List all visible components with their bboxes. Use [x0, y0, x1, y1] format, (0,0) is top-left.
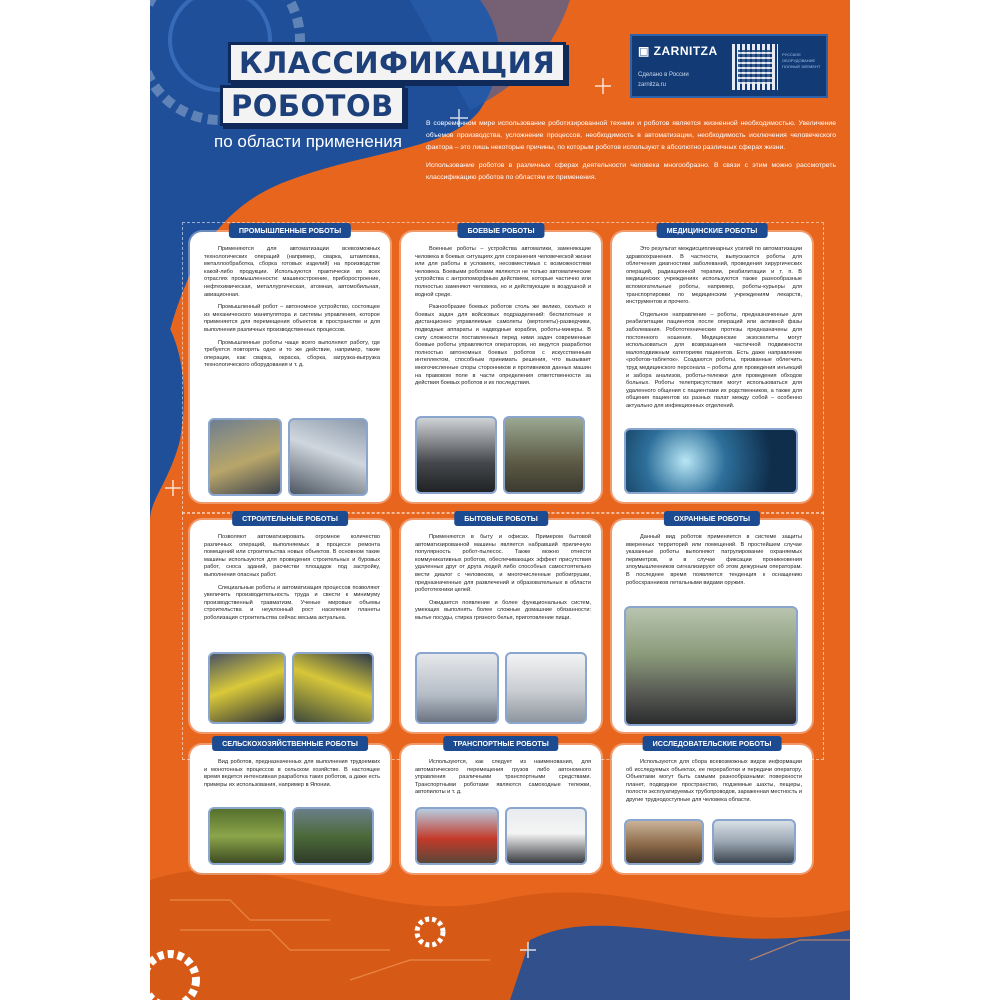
card-text [415, 246, 591, 414]
card-paragraph: Специальные роботы и автоматизация процессов позволяют увеличить производительность труда и свести к минимуму производственный травматизм. Ученые мировые объемы строительства и неуклонный рост населения планеты роболизация строительства сейчас весьма актуальна. [204, 584, 380, 621]
card-text [415, 759, 591, 803]
card-text [204, 246, 380, 416]
card-construction [190, 514, 390, 732]
photo-rover-robot [624, 819, 704, 865]
photo-demolition-robot [292, 652, 374, 724]
photo-combat-robot [415, 416, 497, 494]
card-paragraph: Промышленные роботы чаще всего выполняют работу, где требуется повторять одно и то же действие, например, такие операции, как: сварка, окраска, сборка, загрузка-выгрузка технологического оборудования и т. д. [204, 339, 380, 369]
card-title: ОХРАННЫЕ РОБОТЫ [664, 511, 760, 526]
card-paragraph: Применяются для автоматизации всевозможных технологических операций (например, сварка, штамповка, металлообработка, сборка готовых изделий) на производстве какой-либо продукции. Используются практически во всех отраслях промышленности: машиностроение, приборостроение, нефтехимическая, металлургическая, атомная, автомобильная, авиационная. [204, 246, 380, 298]
card-paragraph: Промышленный робот – автономное устройство, состоящее из механического манипулятора и системы управления, которое применяется для перемещения объектов в пространстве и для выполнения различных производственных процессов. [204, 304, 380, 333]
intro-paragraph: В современном мире использование роботизированной техники и роботов является жизненной необходимостью. Увеличение объемов производства, усложнение процессов, необходимость в автоматизации, необходимость исключения человеческого фактора – это лишь некоторые причины, по которым роботов используют в абсолютно различных сферах жизни. [426, 120, 836, 151]
photo-agri-robot [208, 807, 286, 865]
card-text [626, 759, 802, 807]
card-paragraph: Это результат междисциплинарных усилий по автоматизации здравоохранения. В частности, выпускаются роботы для облегчения диагностики заболеваний, проведения хирургических операций, радиационной терапии, реабилитации и т. п. В медицинских учреждениях используются также разнообразные вспомогательные роботы, например, роботы-курьеры для транспортировки по медицинским учреждениям лекарств, инструментов и прочего. [626, 246, 802, 306]
poster [150, 0, 850, 1000]
card-paragraph: Ожидается появление и более функциональных систем, умеющих выполнять более сложные домашние обязанности: мытье посуды, стирка грязного белья, приготовление пищи. [415, 599, 591, 621]
card-paragraph: Вид роботов, предназначенных для выполнения трудоемких и монотонных процессов в сельском хозяйстве. В настоящее время ведется интенсивная разработка таких роботов, а даже есть примеры их использования, например в Японии. [204, 759, 380, 788]
card-paragraph: Разнообразие боевых роботов столь же велико, сколько и боевых задач для войсковых подразделений: беспилотные и дистанционно управляемые самолеты (вертолеты)-разведчики, подводные аппараты и надводные корабли, роботы-минеры. В силу сложности поставленных перед ними задач современные боевые роботы управляются оператором, но ведутся разработки полностью автономных боевых роботов с искусственным интеллектом, способным принимать решения, что вызывает многочисленные споры сторонников и противников данных машин на правовом поле в части определения ответственности за действия боевых роботов и их последствия. [415, 304, 591, 387]
card-title: СТРОИТЕЛЬНЫЕ РОБОТЫ [232, 511, 348, 526]
card-agricultural [190, 739, 390, 873]
card-title: СЕЛЬСКОХОЗЯЙСТВЕННЫЕ РОБОТЫ [212, 736, 368, 751]
card-paragraph: Используются, как следует из наименования, для автоматического перемещения грузов либо автономного управления различными транспортными средствами. Транспортными роботами являются самоходные тележки, автопилоты и т. д. [415, 759, 591, 796]
card-title: ИССЛЕДОВАТЕЛЬСКИЕ РОБОТЫ [643, 736, 782, 751]
card-paragraph: Применяются в быту и офисах. Примером бытовой автоматизированной машины является набравший приличную популярность робот-пылесос. Также можно отнести коммуникативных роботов, обеспечивающих эффект присутствия удаленных друг от друга людей либо способных самостоятельно вести диалог с человеком, и многочисленные робоигрушки, предназначенные для развлечений и образовательных в области робототехники целей. [415, 534, 591, 594]
card-paragraph: Используются для сбора всевозможных видов информации об исследуемых объектах, ее переработки и передачи оператору. Объектами могут быть самыми разнообразными: поверхности планет, подводное пространство, подземные шахты, пещеры, полости эксплуатируемых трубопроводов, зараженная местность и другие труднодоступные для человека области. [626, 759, 802, 803]
card-title: МЕДИЦИНСКИЕ РОБОТЫ [657, 223, 768, 238]
brand-site: zarnitza.ru [638, 82, 667, 88]
poster-title [228, 42, 566, 126]
photo-service-robot [415, 652, 499, 724]
brand-block [630, 34, 828, 98]
photo-security-robot [624, 606, 798, 726]
photo-delivery-robot [505, 807, 587, 865]
card-medical [612, 226, 812, 502]
brand-logo: ▣ ZARNITZA [638, 44, 718, 58]
poster-subtitle: по области применения [214, 132, 402, 151]
intro-text [426, 118, 836, 190]
card-title: БОЕВЫЕ РОБОТЫ [457, 223, 544, 238]
card-text [204, 759, 380, 803]
photo-construction-robot [208, 652, 286, 724]
card-title: ТРАНСПОРТНЫЕ РОБОТЫ [443, 736, 558, 751]
photo-medical-robot [624, 428, 798, 494]
card-security [612, 514, 812, 732]
brand-made-in: Сделано в России [638, 72, 689, 78]
card-paragraph: Военные роботы – устройства автоматики, заменяющие человека в боевых ситуациях для сохранения человеческой жизни или для работы в условиях, несовместимых с возможностями человека. Боевыми роботами являются не только автоматические устройства с антропоморфным действием, которые частично или полностью заменяют человека, но и действующие в воздушной и водной среде. [415, 246, 591, 298]
brand-name: ZARNITZA [653, 44, 718, 58]
card-text [626, 534, 802, 604]
card-paragraph: Данный вид роботов применяется в системе защиты вверенных территорий или помещений. В простейшем случае указанные роботы выполняют патрулирование охраняемых периметров, и в случае фиксации проникновения злоумышленников сигнализируют об этом дежурным операторам. В последнее время появляется тенденция к оснащению робосхранников летальными видами оружия. [626, 534, 802, 586]
brand-mark: РУССКОЕ ОБОРУДОВАНИЕ ПОЛНЫЙ ЭЛЕМЕНТ [782, 52, 821, 69]
card-title: ПРОМЫШЛЕННЫЕ РОБОТЫ [229, 223, 351, 238]
card-transport [401, 739, 601, 873]
title-line-1: КЛАССИФИКАЦИЯ [228, 42, 566, 83]
photo-transport-robot [415, 807, 499, 865]
card-text [204, 534, 380, 650]
card-paragraph: Отдельное направление – роботы, предназначенные для реабилитации пациентов после операций или активной фазы заболевания. Робототехнические протезы предназначены для постоянного ношения. Медицинские экзоскелеты могут использоваться для возвращения частичной подвижности малоподвижным категориям пациентов. Есть даже направление «роботов-таблеток». Создаются роботы, призванные облегчить труд медицинского персонала – роботы для проведения инъекций и забора анализов, роботы-тележки для проведения обходов больных. Роботы телеприсутствия могут использоваться для удаленного общения с пациентами их родственников, а также для общения пациентов из разных палат между собой – особенно актуально для инфекционных отделений. [626, 311, 802, 409]
photo-assembly-line [288, 418, 368, 496]
photo-greenhouse-robot [292, 807, 374, 865]
photo-industrial-robot [208, 418, 282, 496]
card-industrial [190, 226, 390, 502]
card-text [415, 534, 591, 650]
title-line-2: РОБОТОВ [220, 85, 405, 126]
card-combat [401, 226, 601, 502]
photo-walker-robot [712, 819, 796, 865]
photo-tracked-robot [503, 416, 585, 494]
intro-paragraph: Использование роботов в различных сферах деятельности человека многообразно. В связи с этим можно рассмотреть классификацию роботов по областям их применения. [426, 162, 836, 181]
card-title: БЫТОВЫЕ РОБОТЫ [454, 511, 548, 526]
qr-code-icon [732, 44, 778, 90]
photo-humanoid-robot [505, 652, 587, 724]
card-paragraph: Позволяют автоматизировать огромное количество различных операций, выполняемых в процессе ремонта помещений или строительства новых объектов. В основном такие машины используются для проведения строительных и буровых работ, сноса зданий, расчистки площадок под застройку, выполнения опасных работ. [204, 534, 380, 578]
card-household [401, 514, 601, 732]
card-text [626, 246, 802, 420]
card-research [612, 739, 812, 873]
